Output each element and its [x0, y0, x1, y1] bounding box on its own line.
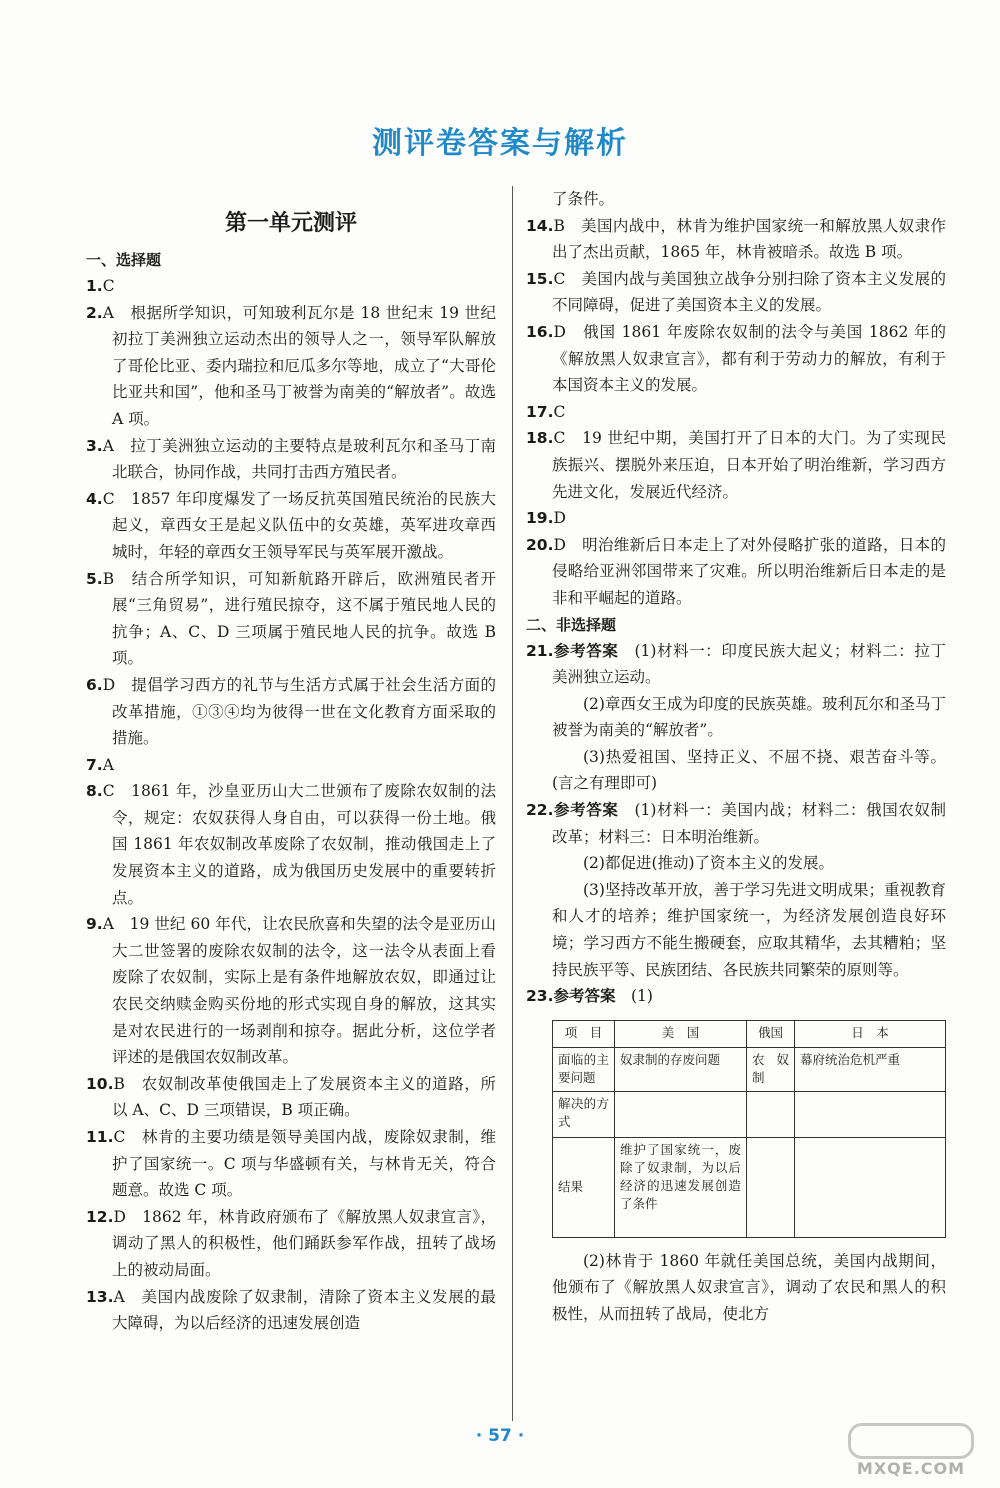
- answer-item: [526, 505, 946, 532]
- question-number: 2.: [86, 303, 103, 322]
- answer-item: [526, 797, 946, 983]
- table-cell: 面临的主要问题: [553, 1047, 615, 1091]
- answer-text: C: [102, 277, 115, 295]
- answer-item: [86, 911, 496, 1071]
- question-number: 16.: [526, 322, 554, 341]
- answer-text: A 19 世纪 60 年代，让农民欣喜和失望的法令是亚历山大二世签署的废除农奴制的法令，这一法令从表面上看废除了农奴制，实际上是有条件地解放农奴，即通过让农民交纳赎金购买份地的形式实现自身的解放，这其实是对农民进行的一场剥削和掠夺。据此分析，这位学者评述的是俄国农奴制改革。: [102, 915, 496, 1067]
- answer-item: [86, 1204, 496, 1284]
- answer-item: [86, 273, 496, 300]
- answer-item: [526, 983, 946, 1327]
- answer-text: (1)材料一：美国内战；材料二：俄国农奴制改革；材料三：日本明治维新。: [552, 801, 946, 846]
- question-number: 14.: [526, 216, 554, 235]
- answer-text: (1): [631, 987, 653, 1006]
- answer-text: (2)章西女王成为印度的民族英雄。玻利瓦尔和圣马丁被誉为南美的“解放者”。: [552, 694, 946, 740]
- answer-text: D 1862 年，林肯政府颁布了《解放黑人奴隶宣言》，调动了黑人的积极性，他们踊跃参军作战，扭转了战场上的被动局面。: [112, 1207, 496, 1279]
- answer-keyword: 参考答案: [553, 641, 619, 660]
- table-header-cell: 美 国: [615, 1020, 747, 1047]
- answer-item: [86, 778, 496, 911]
- table-header-cell: 日 本: [795, 1020, 946, 1047]
- answer-text: A 根据所学知识，可知玻利瓦尔是 18 世纪末 19 世纪初拉丁美洲独立运动杰出的领导人之一，领导军队解放了哥伦比亚、委内瑞拉和厄瓜多尔等地，成立了“大哥伦比亚共和国”，他和圣马丁被誉为南美的“解放者”。故选 A 项。: [102, 303, 496, 428]
- answer-text: B 结合所学知识，可知新航路开辟后，欧洲殖民者开展“三角贸易”，进行殖民掠夺，这不属于殖民地人民的抗争；A、C、D 三项属于殖民地人民的抗争。故选 B 项。: [102, 569, 496, 668]
- table-cell: 维护了国家统一，废除了奴隶制，为以后经济的迅速发展创造了条件: [615, 1137, 747, 1237]
- answer-text: D 提倡学习西方的礼节与生活方式属于社会生活方面的改革措施，①③④均为彼得一世在文化教育方面采取的措施。: [102, 675, 496, 748]
- table-row: [553, 1137, 946, 1237]
- answer-text: A 拉丁美洲独立运动的主要特点是玻利瓦尔和圣马丁南北联合，协同作战，共同打击西方殖民者。: [102, 436, 496, 482]
- question-number: 13.: [86, 1287, 114, 1306]
- answer-item: [526, 425, 946, 505]
- answer-continuation: [526, 186, 946, 213]
- answer-item: [526, 266, 946, 319]
- question-number: 6.: [86, 675, 103, 694]
- table-cell: 农奴制: [747, 1047, 795, 1091]
- watermark: [836, 1418, 986, 1482]
- question-number: 20.: [526, 535, 554, 554]
- answer-text: D: [553, 509, 566, 528]
- answer-item: [526, 319, 946, 399]
- question-number: 19.: [526, 509, 554, 528]
- section-heading-choice: 一、选择题: [86, 251, 162, 269]
- question-number: 8.: [86, 782, 103, 801]
- answer-text: C 19 世纪中期，美国打开了日本的大门。为了实现民族振兴、摆脱外来压迫，日本开始了明治维新，学习西方先进文化，发展近代经济。: [552, 429, 946, 501]
- answer-text: B 美国内战中，林肯为维护国家统一和解放黑人奴隶作出了杰出贡献，1865 年，林肯被暗杀。故选 B 项。: [552, 216, 946, 262]
- table-cell: 幕府统治危机严重: [795, 1047, 946, 1091]
- answer-text: B 农奴制改革使俄国走上了发展资本主义的道路，所以 A、C、D 三项错误，B 项正确。: [112, 1074, 496, 1120]
- question-number: 3.: [86, 436, 103, 455]
- answer-item: [86, 566, 496, 672]
- table-header-row: [553, 1020, 946, 1047]
- answer-item: [86, 486, 496, 566]
- question-number: 21.: [526, 641, 554, 660]
- answer-text: (1)材料一：印度民族大起义；材料二：拉丁美洲独立运动。: [552, 641, 946, 687]
- answer-text: D 俄国 1861 年废除农奴制的法令与美国 1862 年的《解放黑人奴隶宣言》，都有利于劳动力的解放，有利于本国资本主义的发展。: [552, 322, 946, 395]
- watermark-text: MXQE.COM: [856, 1458, 966, 1478]
- question-number: 22.: [526, 801, 554, 820]
- question-number: 5.: [86, 569, 103, 588]
- page-title: 测评卷答案与解析: [372, 126, 628, 161]
- section-heading-non-choice: 二、非选择题: [526, 615, 617, 634]
- table-cell: 解决的方式: [553, 1091, 615, 1137]
- answer-item: [526, 532, 946, 612]
- table-cell: [747, 1137, 795, 1237]
- answer-text: (3)坚持改革开放，善于学习先进文明成果；重视教育和人才的培养；维护国家统一，为经济发展创造良好环境；学习西方不能生搬硬套，应取其精华，去其糟粕；坚持民族平等、民族团结、各民族共同繁荣的原则等。: [552, 880, 946, 979]
- answer-item: [86, 433, 496, 486]
- answer-text: A 美国内战废除了奴隶制，清除了资本主义发展的最大障碍，为以后经济的迅速发展创造: [112, 1287, 496, 1333]
- answer-text: C: [553, 402, 566, 421]
- answer-text: C 美国内战与美国独立战争分别扫除了资本主义发展的不同障碍，促进了美国资本主义的发展。: [552, 269, 946, 315]
- column-divider: [512, 186, 513, 1421]
- question-number: 12.: [86, 1207, 114, 1226]
- table-row: [553, 1091, 946, 1137]
- answer-item: [86, 1071, 496, 1124]
- answer-text: A: [102, 755, 114, 774]
- answer-text: (2)都促进(推动)了资本主义的发展。: [583, 854, 835, 873]
- answer-item: [86, 1284, 496, 1337]
- answer-item: [526, 638, 946, 798]
- table-header-cell: 俄国: [747, 1020, 795, 1047]
- answer-item: [86, 1124, 496, 1204]
- question-number: 10.: [86, 1074, 114, 1093]
- answer-table: [552, 1020, 946, 1238]
- question-number: 1.: [86, 277, 103, 295]
- answer-text: D 明治维新后日本走上了对外侵略扩张的道路，日本的侵略给亚洲邻国带来了灾难。所以明治维新后日本走的是非和平崛起的道路。: [552, 535, 946, 607]
- unit-title: 第一单元测评: [224, 211, 357, 236]
- question-number: 17.: [526, 402, 554, 421]
- watermark-logo-icon: [848, 1423, 974, 1459]
- table-cell: [795, 1137, 946, 1237]
- answer-item: [526, 213, 946, 266]
- answer-keyword: 参考答案: [553, 987, 616, 1006]
- question-number: 11.: [86, 1128, 114, 1146]
- answer-keyword: 参考答案: [553, 801, 619, 820]
- answer-item: [526, 399, 946, 426]
- question-number: 23.: [526, 987, 554, 1006]
- table-cell: 结果: [553, 1137, 615, 1237]
- question-number: 7.: [86, 755, 103, 774]
- answer-item: [86, 672, 496, 752]
- question-number: 9.: [86, 915, 103, 934]
- table-cell: 奴隶制的存废问题: [615, 1047, 747, 1091]
- answer-text: (2)林肯于 1860 年就任美国总统，美国内战期间，他颁布了《解放黑人奴隶宣言》，调动了农民和黑人的积极性，从而扭转了战局，使北方: [552, 1251, 946, 1323]
- table-cell: [747, 1091, 795, 1137]
- table-cell: [795, 1091, 946, 1137]
- page-number: · 57 ·: [475, 1426, 525, 1446]
- right-column: [526, 186, 946, 1328]
- answer-text: C 1861 年，沙皇亚历山大二世颁布了废除农奴制的法令，规定：农奴获得人身自由，可以获得一份土地。俄国 1861 年农奴制改革废除了农奴制，推动俄国走上了发展资本主义的道路，成为俄国历史发展中的重要转折点。: [102, 782, 496, 907]
- question-number: 15.: [526, 269, 554, 288]
- answer-text: 了条件。: [552, 190, 615, 208]
- table-cell: [615, 1091, 747, 1137]
- answer-text: (3)热爱祖国、坚持正义、不屈不挠、艰苦奋斗等。(言之有理即可): [552, 747, 946, 793]
- table-header-cell: 项 目: [553, 1020, 615, 1047]
- question-number: 4.: [86, 489, 103, 508]
- answer-item: [86, 300, 496, 433]
- table-row: [553, 1047, 946, 1091]
- question-number: 18.: [526, 429, 554, 448]
- answer-text: C 1857 年印度爆发了一场反抗英国殖民统治的民族大起义，章西女王是起义队伍中的女英雄，英军进攻章西城时，年轻的章西女王领导军民与英军展开激战。: [102, 489, 496, 561]
- answer-item: [86, 752, 496, 779]
- left-column: [86, 186, 496, 1337]
- answer-text: C 林肯的主要功绩是领导美国内战，废除奴隶制，维护了国家统一。C 项与华盛顿有关，与林肯无关，符合题意。故选 C 项。: [112, 1128, 496, 1200]
